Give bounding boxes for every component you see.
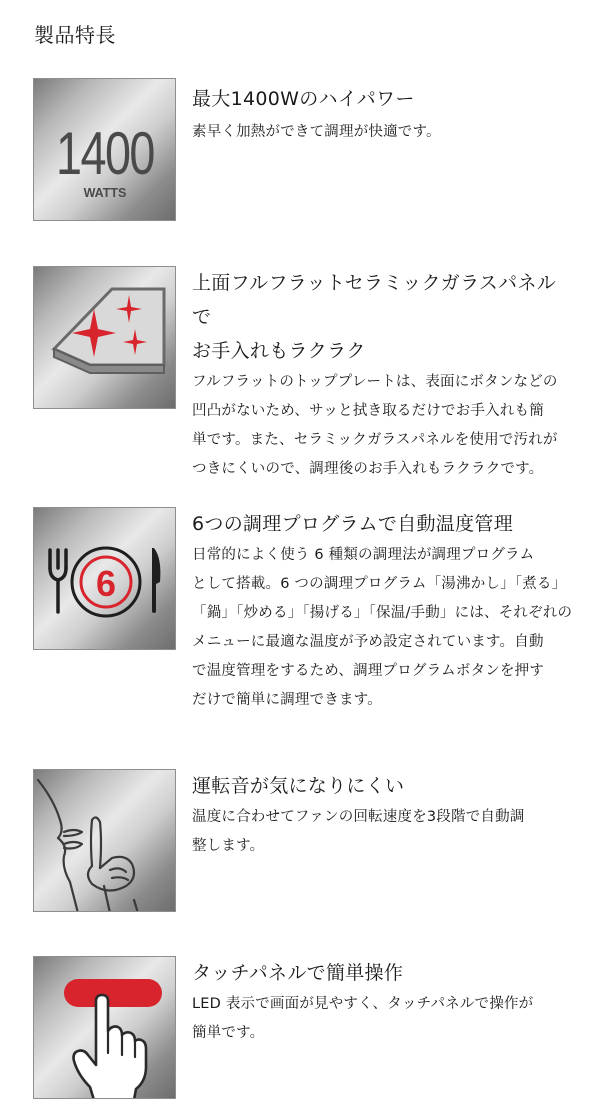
feature-title: 6つの調理プログラムで自動温度管理 [192, 513, 513, 535]
feature-desc-line: LED 表示で画面が見やすく、タッチパネルで操作が [192, 996, 534, 1012]
feature-title-line: お手入れもラクラク [192, 340, 366, 362]
touch-finger-icon [33, 956, 176, 1099]
feature-title-line: 上面フルフラットセラミックガラスパネルで [192, 272, 557, 328]
feature-desc-line: 簡単です。 [192, 1025, 265, 1041]
feature-desc-line: 凹凸がないため、サッと拭き取るだけでお手入れも簡 [192, 403, 544, 419]
feature-desc: 素早く加熱ができて調理が快適です。 [192, 124, 441, 140]
feature-title: 最大1400Wのハイパワー [192, 88, 415, 110]
watts-unit: WATTS [83, 186, 127, 200]
feature-desc-line: だけで簡単に調理できます。 [192, 692, 382, 708]
feature-desc-line: 日常的によく使う 6 種類の調理法が調理プログラム [192, 547, 535, 563]
feature-desc-line: として搭載。6 つの調理プログラム「湯沸かし」「煮る」 [192, 576, 567, 592]
feature-desc-line: フルフラットのトッププレートは、表面にボタンなどの [192, 374, 558, 390]
feature-title: 運転音が気になりにくい [192, 775, 405, 797]
fork-icon [50, 550, 66, 612]
feature-desc-line: 整します。 [192, 838, 265, 854]
flat-panel-sparkle-icon [33, 266, 176, 409]
touch-button-shape [64, 979, 162, 1007]
feature-desc-line: メニューに最適な温度が予め設定されています。自動 [192, 634, 544, 650]
feature-desc-line: で温度管理をするため、調理プログラムボタンを押す [192, 663, 545, 679]
feature-desc-line: つきにくいので、調理後のお手入れもラクラクです。 [192, 461, 544, 477]
feature-desc-line: 温度に合わせてファンの回転速度を3段階で自動調 [192, 809, 525, 825]
feature-desc-line: 「鍋」「炒める」「揚げる」「保温/手動」には、それぞれの [192, 605, 573, 621]
section-title: 製品特長 [34, 23, 116, 47]
knife-icon [152, 548, 160, 613]
quiet-gesture-icon [33, 769, 176, 912]
plate-fork-knife-icon [33, 507, 176, 650]
feature-title: タッチパネルで簡単操作 [192, 962, 404, 984]
feature-desc-line: 単です。また、セラミックガラスパネルを使用で汚れが [192, 432, 558, 448]
program-number: 6 [95, 563, 117, 604]
watts-number: 1400 [56, 120, 154, 188]
watts-icon [33, 78, 176, 221]
